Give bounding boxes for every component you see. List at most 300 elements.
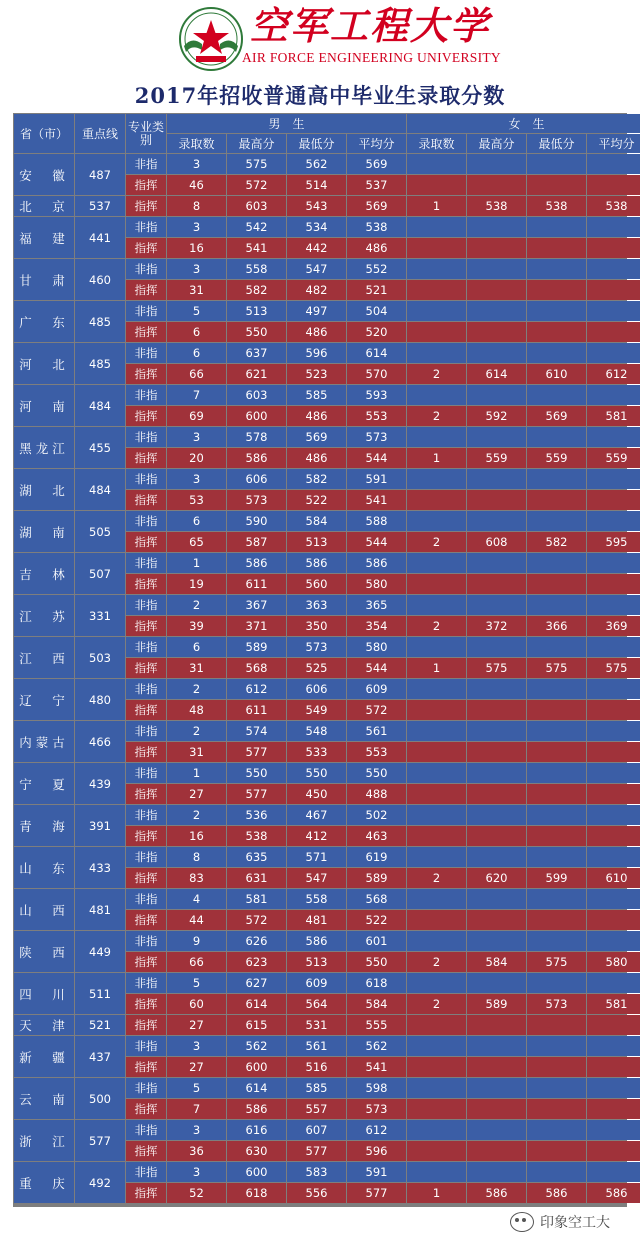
major-type-cell: 非指 <box>126 637 166 657</box>
male-value-cell: 580 <box>347 637 406 657</box>
female-value-cell: 2 <box>407 616 466 636</box>
male-value-cell: 16 <box>167 238 226 258</box>
male-value-cell: 450 <box>287 784 346 804</box>
male-value-cell: 555 <box>347 1015 406 1035</box>
male-value-cell: 631 <box>227 868 286 888</box>
female-value-cell <box>407 889 466 909</box>
major-type-cell: 非指 <box>126 1078 166 1098</box>
major-type-cell: 非指 <box>126 595 166 615</box>
female-value-cell: 538 <box>527 196 586 216</box>
male-value-cell: 569 <box>347 196 406 216</box>
major-type-cell: 指挥 <box>126 1057 166 1077</box>
female-value-cell: 575 <box>527 658 586 678</box>
female-value-cell: 559 <box>467 448 526 468</box>
male-value-cell: 65 <box>167 532 226 552</box>
female-value-cell <box>467 385 526 405</box>
header-keyline: 重点线 <box>75 114 125 153</box>
major-type-cell: 非指 <box>126 301 166 321</box>
female-value-cell <box>527 679 586 699</box>
province-cell: 陕 西 <box>14 931 74 972</box>
female-value-cell <box>407 574 466 594</box>
female-value-cell <box>587 721 640 741</box>
male-value-cell: 46 <box>167 175 226 195</box>
male-value-cell: 568 <box>347 889 406 909</box>
female-value-cell <box>527 1099 586 1119</box>
major-type-cell: 指挥 <box>126 280 166 300</box>
female-value-cell: 2 <box>407 994 466 1014</box>
male-value-cell: 365 <box>347 595 406 615</box>
female-value-cell: 620 <box>467 868 526 888</box>
female-value-cell <box>527 805 586 825</box>
female-value-cell <box>407 1141 466 1161</box>
female-value-cell <box>467 595 526 615</box>
male-value-cell: 3 <box>167 1036 226 1056</box>
male-value-cell: 544 <box>347 658 406 678</box>
male-value-cell: 562 <box>287 154 346 174</box>
major-type-cell: 指挥 <box>126 994 166 1014</box>
male-value-cell: 83 <box>167 868 226 888</box>
male-value-cell: 569 <box>347 154 406 174</box>
major-type-cell: 指挥 <box>126 784 166 804</box>
major-type-cell: 指挥 <box>126 700 166 720</box>
header-province: 省（市） <box>14 114 74 153</box>
header-female-max: 最高分 <box>467 134 526 153</box>
male-value-cell: 6 <box>167 322 226 342</box>
female-value-cell <box>527 343 586 363</box>
major-type-cell: 指挥 <box>126 1015 166 1035</box>
female-value-cell <box>527 1057 586 1077</box>
female-value-cell <box>407 1036 466 1056</box>
male-value-cell: 31 <box>167 742 226 762</box>
male-value-cell: 589 <box>227 637 286 657</box>
province-cell: 天 津 <box>14 1015 74 1035</box>
male-value-cell: 60 <box>167 994 226 1014</box>
female-value-cell <box>407 1015 466 1035</box>
male-value-cell: 586 <box>227 448 286 468</box>
province-cell: 黑龙江 <box>14 427 74 468</box>
female-value-cell <box>407 175 466 195</box>
female-value-cell <box>587 511 640 531</box>
male-value-cell: 572 <box>227 910 286 930</box>
male-value-cell: 27 <box>167 784 226 804</box>
female-value-cell <box>467 1099 526 1119</box>
male-value-cell: 591 <box>347 469 406 489</box>
major-type-cell: 指挥 <box>126 868 166 888</box>
female-value-cell <box>527 595 586 615</box>
female-value-cell <box>527 238 586 258</box>
male-value-cell: 591 <box>347 1162 406 1182</box>
male-value-cell: 534 <box>287 217 346 237</box>
male-value-cell: 606 <box>287 679 346 699</box>
male-value-cell: 573 <box>347 1099 406 1119</box>
male-value-cell: 621 <box>227 364 286 384</box>
female-value-cell: 592 <box>467 406 526 426</box>
female-value-cell <box>527 847 586 867</box>
female-value-cell: 1 <box>407 658 466 678</box>
female-value-cell <box>407 595 466 615</box>
male-value-cell: 1 <box>167 763 226 783</box>
male-value-cell: 2 <box>167 721 226 741</box>
female-value-cell <box>587 805 640 825</box>
male-value-cell: 525 <box>287 658 346 678</box>
major-type-cell: 非指 <box>126 385 166 405</box>
male-value-cell: 614 <box>227 1078 286 1098</box>
male-value-cell: 3 <box>167 217 226 237</box>
female-value-cell <box>407 1078 466 1098</box>
province-cell: 浙 江 <box>14 1120 74 1161</box>
major-type-cell: 非指 <box>126 553 166 573</box>
female-value-cell: 586 <box>587 1183 640 1203</box>
male-value-cell: 482 <box>287 280 346 300</box>
female-value-cell <box>407 553 466 573</box>
female-value-cell <box>407 511 466 531</box>
province-cell: 山 东 <box>14 847 74 888</box>
female-value-cell: 569 <box>527 406 586 426</box>
male-value-cell: 586 <box>287 553 346 573</box>
wechat-watermark <box>510 1212 610 1232</box>
keyline-cell: 439 <box>75 763 125 804</box>
female-value-cell <box>467 784 526 804</box>
male-value-cell: 531 <box>287 1015 346 1035</box>
female-value-cell <box>467 973 526 993</box>
male-value-cell: 564 <box>287 994 346 1014</box>
male-value-cell: 520 <box>347 322 406 342</box>
major-type-cell: 指挥 <box>126 658 166 678</box>
female-value-cell <box>587 322 640 342</box>
major-type-cell: 非指 <box>126 1120 166 1140</box>
page-title: 2017年招收普通高中毕业生录取分数 <box>134 83 506 108</box>
female-value-cell <box>467 280 526 300</box>
male-value-cell: 5 <box>167 973 226 993</box>
major-type-cell: 非指 <box>126 1162 166 1182</box>
male-value-cell: 550 <box>347 952 406 972</box>
male-value-cell: 552 <box>347 259 406 279</box>
keyline-cell: 484 <box>75 469 125 510</box>
female-value-cell <box>467 805 526 825</box>
male-value-cell: 31 <box>167 280 226 300</box>
male-value-cell: 27 <box>167 1015 226 1035</box>
female-value-cell: 575 <box>527 952 586 972</box>
male-value-cell: 2 <box>167 595 226 615</box>
male-value-cell: 553 <box>347 406 406 426</box>
female-value-cell <box>527 1141 586 1161</box>
province-cell: 江 西 <box>14 637 74 678</box>
female-value-cell <box>467 1036 526 1056</box>
male-value-cell: 562 <box>347 1036 406 1056</box>
female-value-cell <box>587 469 640 489</box>
male-value-cell: 367 <box>227 595 286 615</box>
male-value-cell: 513 <box>287 952 346 972</box>
province-cell: 江 苏 <box>14 595 74 636</box>
female-value-cell: 586 <box>467 1183 526 1203</box>
male-value-cell: 573 <box>287 637 346 657</box>
male-value-cell: 571 <box>287 847 346 867</box>
female-value-cell <box>587 931 640 951</box>
female-value-cell <box>527 427 586 447</box>
province-cell: 重 庆 <box>14 1162 74 1203</box>
major-type-cell: 指挥 <box>126 532 166 552</box>
male-value-cell: 412 <box>287 826 346 846</box>
male-value-cell: 9 <box>167 931 226 951</box>
male-value-cell: 557 <box>287 1099 346 1119</box>
header-female-admitted: 录取数 <box>407 134 466 153</box>
header-male-min: 最低分 <box>287 134 346 153</box>
female-value-cell <box>467 910 526 930</box>
male-value-cell: 541 <box>347 490 406 510</box>
female-value-cell <box>467 700 526 720</box>
male-value-cell: 463 <box>347 826 406 846</box>
keyline-cell: 437 <box>75 1036 125 1077</box>
female-value-cell <box>467 238 526 258</box>
male-value-cell: 53 <box>167 490 226 510</box>
keyline-cell: 503 <box>75 637 125 678</box>
male-value-cell: 603 <box>227 385 286 405</box>
female-value-cell <box>407 637 466 657</box>
major-type-cell: 非指 <box>126 427 166 447</box>
major-type-cell: 指挥 <box>126 448 166 468</box>
major-type-cell: 非指 <box>126 931 166 951</box>
female-value-cell <box>467 553 526 573</box>
wechat-icon <box>510 1212 534 1232</box>
female-value-cell <box>407 217 466 237</box>
keyline-cell: 537 <box>75 196 125 216</box>
male-value-cell: 3 <box>167 154 226 174</box>
province-cell: 湖 南 <box>14 511 74 552</box>
female-value-cell: 575 <box>587 658 640 678</box>
female-value-cell <box>407 259 466 279</box>
female-value-cell <box>587 763 640 783</box>
male-value-cell: 614 <box>347 343 406 363</box>
female-value-cell <box>467 1015 526 1035</box>
major-type-cell: 非指 <box>126 217 166 237</box>
male-value-cell: 584 <box>347 994 406 1014</box>
male-value-cell: 27 <box>167 1057 226 1077</box>
male-value-cell: 561 <box>287 1036 346 1056</box>
male-value-cell: 590 <box>227 511 286 531</box>
admission-scores-table <box>13 113 635 1207</box>
keyline-cell: 484 <box>75 385 125 426</box>
female-value-cell <box>467 427 526 447</box>
female-value-cell: 1 <box>407 196 466 216</box>
major-type-cell: 指挥 <box>126 364 166 384</box>
female-value-cell: 610 <box>527 364 586 384</box>
female-value-cell <box>467 1078 526 1098</box>
male-value-cell: 6 <box>167 637 226 657</box>
female-value-cell: 1 <box>407 448 466 468</box>
female-value-cell <box>527 154 586 174</box>
major-type-cell: 指挥 <box>126 196 166 216</box>
female-value-cell: 538 <box>587 196 640 216</box>
female-value-cell <box>407 1099 466 1119</box>
male-value-cell: 538 <box>227 826 286 846</box>
male-value-cell: 582 <box>287 469 346 489</box>
female-value-cell <box>587 637 640 657</box>
province-cell: 甘 肃 <box>14 259 74 300</box>
keyline-cell: 466 <box>75 721 125 762</box>
female-value-cell <box>527 973 586 993</box>
female-value-cell: 580 <box>587 952 640 972</box>
major-type-cell: 非指 <box>126 259 166 279</box>
province-cell: 湖 北 <box>14 469 74 510</box>
male-value-cell: 36 <box>167 1141 226 1161</box>
male-value-cell: 7 <box>167 1099 226 1119</box>
female-value-cell: 595 <box>587 532 640 552</box>
male-value-cell: 350 <box>287 616 346 636</box>
male-value-cell: 585 <box>287 385 346 405</box>
male-value-cell: 589 <box>347 868 406 888</box>
major-type-cell: 指挥 <box>126 1099 166 1119</box>
female-value-cell <box>407 301 466 321</box>
male-value-cell: 550 <box>227 763 286 783</box>
female-value-cell <box>587 847 640 867</box>
female-value-cell <box>527 721 586 741</box>
male-value-cell: 561 <box>347 721 406 741</box>
male-value-cell: 577 <box>227 742 286 762</box>
major-type-cell: 非指 <box>126 469 166 489</box>
male-value-cell: 16 <box>167 826 226 846</box>
male-value-cell: 586 <box>347 553 406 573</box>
female-value-cell <box>407 679 466 699</box>
female-value-cell <box>587 1057 640 1077</box>
female-value-cell: 581 <box>587 406 640 426</box>
male-value-cell: 558 <box>227 259 286 279</box>
male-value-cell: 523 <box>287 364 346 384</box>
keyline-cell: 441 <box>75 217 125 258</box>
female-value-cell <box>587 280 640 300</box>
female-value-cell <box>587 1162 640 1182</box>
male-value-cell: 39 <box>167 616 226 636</box>
male-value-cell: 521 <box>347 280 406 300</box>
female-value-cell <box>467 826 526 846</box>
male-value-cell: 618 <box>347 973 406 993</box>
province-cell: 辽 宁 <box>14 679 74 720</box>
male-value-cell: 1 <box>167 553 226 573</box>
female-value-cell: 2 <box>407 406 466 426</box>
female-value-cell <box>467 1162 526 1182</box>
major-type-cell: 指挥 <box>126 175 166 195</box>
female-value-cell <box>527 931 586 951</box>
major-type-cell: 指挥 <box>126 826 166 846</box>
major-type-cell: 非指 <box>126 721 166 741</box>
female-value-cell <box>527 1015 586 1035</box>
province-cell: 山 西 <box>14 889 74 930</box>
male-value-cell: 574 <box>227 721 286 741</box>
female-value-cell <box>407 385 466 405</box>
header-female-avg: 平均分 <box>587 134 640 153</box>
male-value-cell: 2 <box>167 679 226 699</box>
male-value-cell: 481 <box>287 910 346 930</box>
male-value-cell: 627 <box>227 973 286 993</box>
female-value-cell <box>587 259 640 279</box>
male-value-cell: 556 <box>287 1183 346 1203</box>
male-value-cell: 611 <box>227 574 286 594</box>
female-value-cell <box>407 910 466 930</box>
female-value-cell: 369 <box>587 616 640 636</box>
female-value-cell: 2 <box>407 868 466 888</box>
female-value-cell <box>527 700 586 720</box>
female-value-cell <box>587 301 640 321</box>
keyline-cell: 481 <box>75 889 125 930</box>
male-value-cell: 588 <box>347 511 406 531</box>
female-value-cell <box>587 1141 640 1161</box>
female-value-cell <box>467 763 526 783</box>
table-grid <box>14 114 640 1203</box>
female-value-cell <box>467 931 526 951</box>
male-value-cell: 586 <box>227 1099 286 1119</box>
female-value-cell <box>587 553 640 573</box>
female-value-cell <box>587 490 640 510</box>
female-value-cell <box>527 217 586 237</box>
male-value-cell: 553 <box>347 742 406 762</box>
male-value-cell: 537 <box>347 175 406 195</box>
female-value-cell <box>587 826 640 846</box>
province-cell: 云 南 <box>14 1078 74 1119</box>
male-value-cell: 3 <box>167 1120 226 1140</box>
male-value-cell: 19 <box>167 574 226 594</box>
male-value-cell: 354 <box>347 616 406 636</box>
female-value-cell <box>407 1162 466 1182</box>
male-value-cell: 371 <box>227 616 286 636</box>
female-value-cell <box>527 490 586 510</box>
male-value-cell: 603 <box>227 196 286 216</box>
female-value-cell <box>407 700 466 720</box>
major-type-cell: 非指 <box>126 805 166 825</box>
male-value-cell: 616 <box>227 1120 286 1140</box>
header-female: 女 生 <box>407 114 640 133</box>
male-value-cell: 522 <box>287 490 346 510</box>
female-value-cell <box>587 910 640 930</box>
female-value-cell: 575 <box>467 658 526 678</box>
female-value-cell <box>527 889 586 909</box>
male-value-cell: 66 <box>167 952 226 972</box>
female-value-cell <box>587 1015 640 1035</box>
female-value-cell <box>587 238 640 258</box>
female-value-cell <box>527 280 586 300</box>
male-value-cell: 609 <box>347 679 406 699</box>
male-value-cell: 637 <box>227 343 286 363</box>
female-value-cell <box>467 343 526 363</box>
female-value-cell <box>527 1078 586 1098</box>
female-value-cell <box>407 742 466 762</box>
male-value-cell: 504 <box>347 301 406 321</box>
major-type-cell: 非指 <box>126 1036 166 1056</box>
male-value-cell: 601 <box>347 931 406 951</box>
male-value-cell: 533 <box>287 742 346 762</box>
male-value-cell: 69 <box>167 406 226 426</box>
male-value-cell: 582 <box>227 280 286 300</box>
major-type-cell: 指挥 <box>126 406 166 426</box>
male-value-cell: 587 <box>227 532 286 552</box>
male-value-cell: 572 <box>227 175 286 195</box>
female-value-cell <box>587 217 640 237</box>
female-value-cell <box>407 973 466 993</box>
female-value-cell <box>527 826 586 846</box>
male-value-cell: 497 <box>287 301 346 321</box>
female-value-cell: 589 <box>467 994 526 1014</box>
province-cell: 福 建 <box>14 217 74 258</box>
male-value-cell: 558 <box>287 889 346 909</box>
female-value-cell <box>407 427 466 447</box>
female-value-cell <box>467 847 526 867</box>
air-force-emblem-icon <box>178 6 244 72</box>
female-value-cell <box>527 175 586 195</box>
male-value-cell: 44 <box>167 910 226 930</box>
female-value-cell: 559 <box>527 448 586 468</box>
male-value-cell: 486 <box>287 448 346 468</box>
male-value-cell: 52 <box>167 1183 226 1203</box>
female-value-cell: 366 <box>527 616 586 636</box>
keyline-cell: 485 <box>75 343 125 384</box>
